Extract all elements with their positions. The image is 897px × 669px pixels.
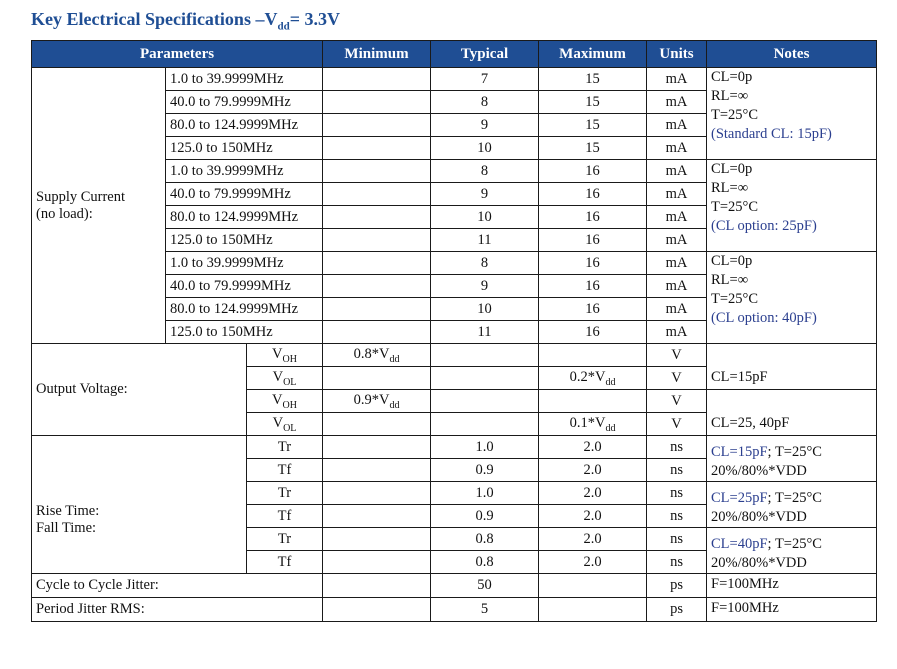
- max-cell: 16: [539, 160, 647, 183]
- unit-cell: mA: [647, 275, 707, 298]
- freq-range: 40.0 to 79.9999MHz: [166, 91, 323, 114]
- freq-range: 1.0 to 39.9999MHz: [166, 68, 323, 91]
- max-cell: 15: [539, 137, 647, 160]
- max-cell: 2.0: [539, 459, 647, 482]
- max-cell: 2.0: [539, 482, 647, 505]
- max-cell: 16: [539, 229, 647, 252]
- min-cell: [323, 459, 431, 482]
- symbol-cell: $V_{OH}$: [247, 344, 323, 367]
- jitter-note: F=100MHz: [707, 574, 877, 598]
- rise-fall-note: CL=40pF; T=25°C 20%/80%*VDD: [707, 528, 877, 574]
- min-cell: [323, 114, 431, 137]
- unit-cell: ns: [647, 551, 707, 574]
- symbol-cell: $V_{OL}$: [247, 367, 323, 390]
- typ-cell: [431, 390, 539, 413]
- freq-range: 125.0 to 150MHz: [166, 229, 323, 252]
- typ-cell: 10: [431, 206, 539, 229]
- table-row: [32, 574, 877, 598]
- typ-cell: 5: [431, 598, 539, 622]
- max-cell: 16: [539, 298, 647, 321]
- max-cell: 15: [539, 91, 647, 114]
- freq-range: 80.0 to 124.9999MHz: [166, 206, 323, 229]
- min-cell: [323, 528, 431, 551]
- unit-cell: mA: [647, 91, 707, 114]
- unit-cell: mA: [647, 68, 707, 91]
- typ-cell: 0.9: [431, 459, 539, 482]
- unit-cell: V: [647, 367, 707, 390]
- min-cell: [323, 160, 431, 183]
- output-voltage-note: CL=15pF: [707, 344, 877, 390]
- min-cell: [323, 275, 431, 298]
- output-voltage-label: Output Voltage:: [32, 344, 247, 436]
- typ-cell: 9: [431, 183, 539, 206]
- header-parameters: Parameters: [32, 41, 323, 68]
- symbol-cell: Tr: [247, 436, 323, 459]
- min-cell: [323, 298, 431, 321]
- unit-cell: ns: [647, 528, 707, 551]
- unit-cell: ps: [647, 574, 707, 598]
- typ-cell: 11: [431, 321, 539, 344]
- max-cell: 2.0: [539, 436, 647, 459]
- unit-cell: mA: [647, 298, 707, 321]
- freq-range: 80.0 to 124.9999MHz: [166, 298, 323, 321]
- table-row: [32, 436, 877, 459]
- unit-cell: V: [647, 390, 707, 413]
- max-cell: 16: [539, 252, 647, 275]
- typ-cell: 10: [431, 137, 539, 160]
- typ-cell: [431, 344, 539, 367]
- rise-fall-note: CL=15pF; T=25°C 20%/80%*VDD: [707, 436, 877, 482]
- typ-cell: 1.0: [431, 436, 539, 459]
- table-row: [32, 68, 877, 91]
- freq-range: 125.0 to 150MHz: [166, 321, 323, 344]
- typ-cell: 8: [431, 252, 539, 275]
- jitter-label: Period Jitter RMS:: [32, 598, 323, 622]
- unit-cell: V: [647, 413, 707, 436]
- title-sub: dd: [277, 20, 290, 33]
- typ-cell: [431, 413, 539, 436]
- min-cell: [323, 229, 431, 252]
- header-units: Units: [647, 41, 707, 68]
- typ-cell: 7: [431, 68, 539, 91]
- unit-cell: ns: [647, 436, 707, 459]
- header-typical: Typical: [431, 41, 539, 68]
- rise-fall-note: CL=25pF; T=25°C 20%/80%*VDD: [707, 482, 877, 528]
- min-cell: [323, 68, 431, 91]
- typ-cell: 11: [431, 229, 539, 252]
- symbol-cell: Tf: [247, 551, 323, 574]
- min-cell: [323, 413, 431, 436]
- symbol-cell: Tf: [247, 505, 323, 528]
- freq-range: 1.0 to 39.9999MHz: [166, 160, 323, 183]
- min-cell: [323, 91, 431, 114]
- header-maximum: Maximum: [539, 41, 647, 68]
- typ-cell: 9: [431, 114, 539, 137]
- max-cell: 16: [539, 275, 647, 298]
- min-cell: [323, 252, 431, 275]
- max-cell: 2.0: [539, 528, 647, 551]
- min-cell: [323, 137, 431, 160]
- min-cell: [323, 574, 431, 598]
- max-cell: $0.1*V_{dd}$: [539, 413, 647, 436]
- table-row: [32, 598, 877, 622]
- supply-current-label: Supply Current (no load):: [32, 68, 166, 344]
- unit-cell: ps: [647, 598, 707, 622]
- min-cell: [323, 321, 431, 344]
- max-cell: [539, 574, 647, 598]
- max-cell: 16: [539, 183, 647, 206]
- rise-fall-label: Rise Time: Fall Time:: [32, 436, 247, 574]
- max-cell: [539, 344, 647, 367]
- unit-cell: ns: [647, 482, 707, 505]
- min-cell: [323, 551, 431, 574]
- max-cell: 15: [539, 68, 647, 91]
- title-suffix: = 3.3V: [289, 9, 340, 29]
- max-cell: 15: [539, 114, 647, 137]
- typ-cell: [431, 367, 539, 390]
- typ-cell: 8: [431, 91, 539, 114]
- unit-cell: V: [647, 344, 707, 367]
- max-cell: 16: [539, 321, 647, 344]
- symbol-cell: Tf: [247, 459, 323, 482]
- unit-cell: mA: [647, 321, 707, 344]
- jitter-label: Cycle to Cycle Jitter:: [32, 574, 323, 598]
- symbol-cell: Tr: [247, 482, 323, 505]
- typ-cell: 0.9: [431, 505, 539, 528]
- min-cell: [323, 505, 431, 528]
- min-cell: [323, 482, 431, 505]
- unit-cell: mA: [647, 252, 707, 275]
- freq-range: 125.0 to 150MHz: [166, 137, 323, 160]
- typ-cell: 0.8: [431, 551, 539, 574]
- unit-cell: mA: [647, 114, 707, 137]
- typ-cell: 9: [431, 275, 539, 298]
- typ-cell: 1.0: [431, 482, 539, 505]
- table-row: [32, 344, 877, 367]
- symbol-cell: Tr: [247, 528, 323, 551]
- typ-cell: 0.8: [431, 528, 539, 551]
- max-cell: [539, 598, 647, 622]
- unit-cell: mA: [647, 160, 707, 183]
- min-cell: [323, 183, 431, 206]
- supply-notes: CL=0p RL=∞ T=25°C (CL option: 25pF): [707, 160, 877, 252]
- unit-cell: mA: [647, 229, 707, 252]
- symbol-cell: $V_{OL}$: [247, 413, 323, 436]
- typ-cell: 10: [431, 298, 539, 321]
- unit-cell: mA: [647, 137, 707, 160]
- page-title: [31, 9, 340, 33]
- max-cell: $0.2*V_{dd}$: [539, 367, 647, 390]
- header-minimum: Minimum: [323, 41, 431, 68]
- unit-cell: ns: [647, 459, 707, 482]
- max-cell: 2.0: [539, 551, 647, 574]
- output-voltage-note: CL=25, 40pF: [707, 390, 877, 436]
- header-notes: Notes: [707, 41, 877, 68]
- min-cell: [323, 436, 431, 459]
- max-cell: 2.0: [539, 505, 647, 528]
- freq-range: 1.0 to 39.9999MHz: [166, 252, 323, 275]
- unit-cell: mA: [647, 183, 707, 206]
- jitter-note: F=100MHz: [707, 598, 877, 622]
- min-cell: [323, 598, 431, 622]
- supply-notes: CL=0p RL=∞ T=25°C (CL option: 40pF): [707, 252, 877, 344]
- min-cell: [323, 367, 431, 390]
- freq-range: 40.0 to 79.9999MHz: [166, 275, 323, 298]
- min-cell: $0.8*V_{dd}$: [323, 344, 431, 367]
- spec-table: [31, 40, 877, 622]
- freq-range: 80.0 to 124.9999MHz: [166, 114, 323, 137]
- typ-cell: 8: [431, 160, 539, 183]
- unit-cell: ns: [647, 505, 707, 528]
- max-cell: [539, 390, 647, 413]
- title-prefix: Key Electrical Specifications –V: [31, 9, 278, 29]
- typ-cell: 50: [431, 574, 539, 598]
- min-cell: $0.9*V_{dd}$: [323, 390, 431, 413]
- symbol-cell: $V_{OH}$: [247, 390, 323, 413]
- freq-range: 40.0 to 79.9999MHz: [166, 183, 323, 206]
- min-cell: [323, 206, 431, 229]
- max-cell: 16: [539, 206, 647, 229]
- supply-notes: CL=0p RL=∞ T=25°C (Standard CL: 15pF): [707, 68, 877, 160]
- unit-cell: mA: [647, 206, 707, 229]
